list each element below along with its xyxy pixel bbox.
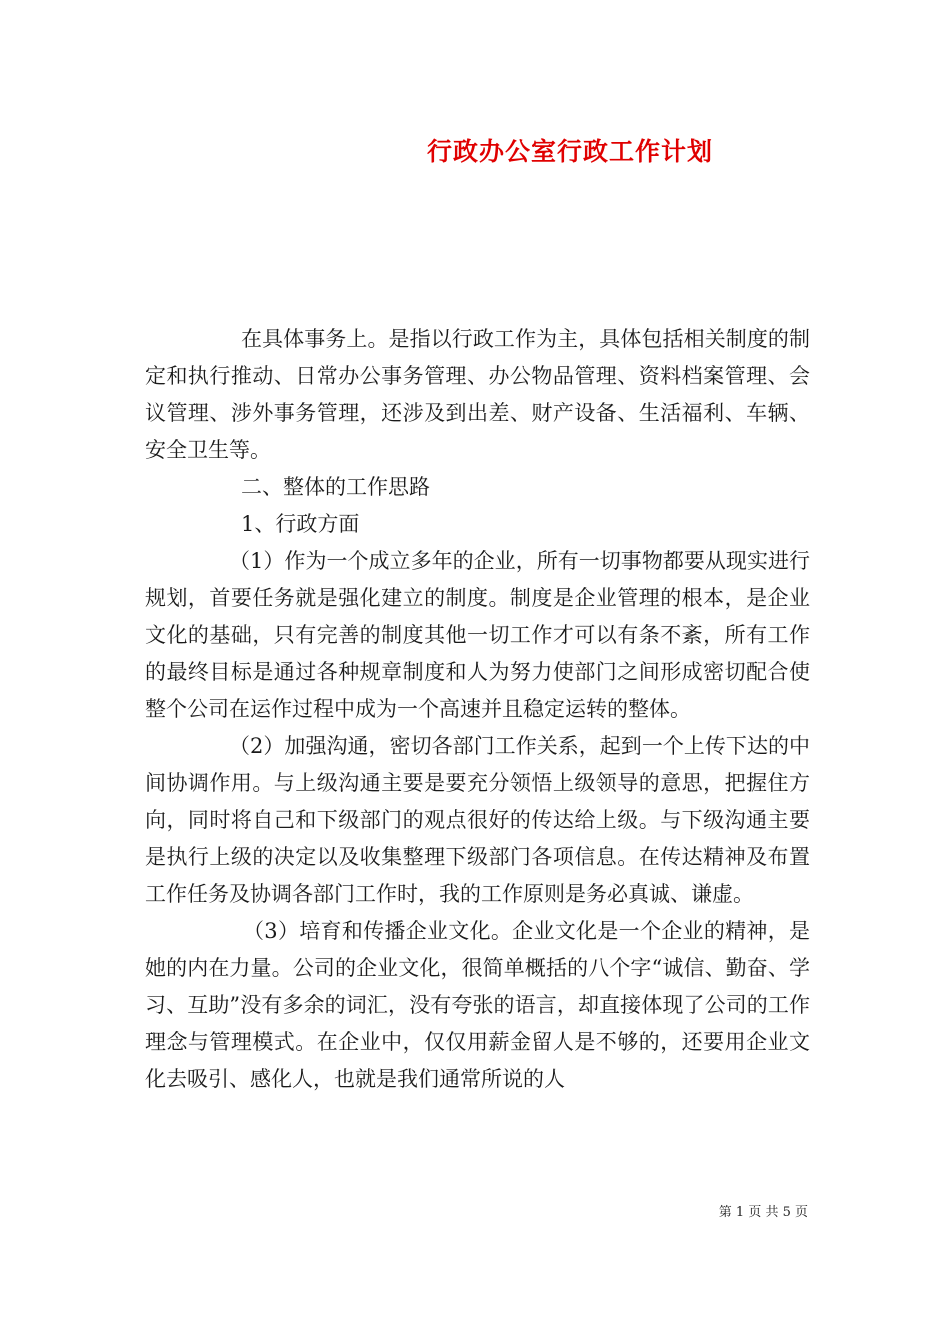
paragraph-item-1: （1）作为一个成立多年的企业，所有一切事物都要从现实进行规划，首要任务就是强化建立的制度。制度是企业管理的根本，是企业文化的基础，只有完善的制度其他一切工作才可以有条不紊，所有工作的最终目标是通过各种规章制度和人为努力使部门之间形成密切配合使整个公司在运作过程中成为一个高速并且稳定运转的整体。 bbox=[145, 549, 810, 721]
document-body bbox=[145, 321, 810, 1098]
paragraph-1: 在具体事务上。是指以行政工作为主，具体包括相关制度的制定和执行推动、日常办公事务管理、办公物品管理、资料档案管理、会议管理、涉外事务管理，还涉及到出差、财产设备、生活福利、车辆、安全卫生等。 bbox=[145, 327, 810, 462]
section-heading-2: 二、整体的工作思路 bbox=[241, 475, 430, 499]
paragraph-item-3: （3）培育和传播企业文化。企业文化是一个企业的精神，是她的内在力量。公司的企业文化，很简单概括的八个字“诚信、勤奋、学习、互助”没有多余的词汇，没有夸张的语言，却直接体现了公司的工作理念与管理模式。在企业中，仅仅用薪金留人是不够的，还要用企业文化去吸引、感化人，也就是我们通常所说的人 bbox=[145, 919, 810, 1091]
paragraph-item-2: （2）加强沟通，密切各部门工作关系，起到一个上传下达的中间协调作用。与上级沟通主要是要充分领悟上级领导的意思，把握住方向，同时将自己和下级部门的观点很好的传达给上级。与下级沟通主要是执行上级的决定以及收集整理下级部门各项信息。在传达精神及布置工作任务及协调各部门工作时，我的工作原则是务必真诚、谦虚。 bbox=[145, 734, 810, 906]
page-number-footer: 第 1 页 共 5 页 bbox=[718, 1205, 808, 1220]
page-title: 行政办公室行政工作计划 bbox=[426, 137, 713, 166]
subsection-heading-1: 1、行政方面 bbox=[241, 512, 360, 536]
